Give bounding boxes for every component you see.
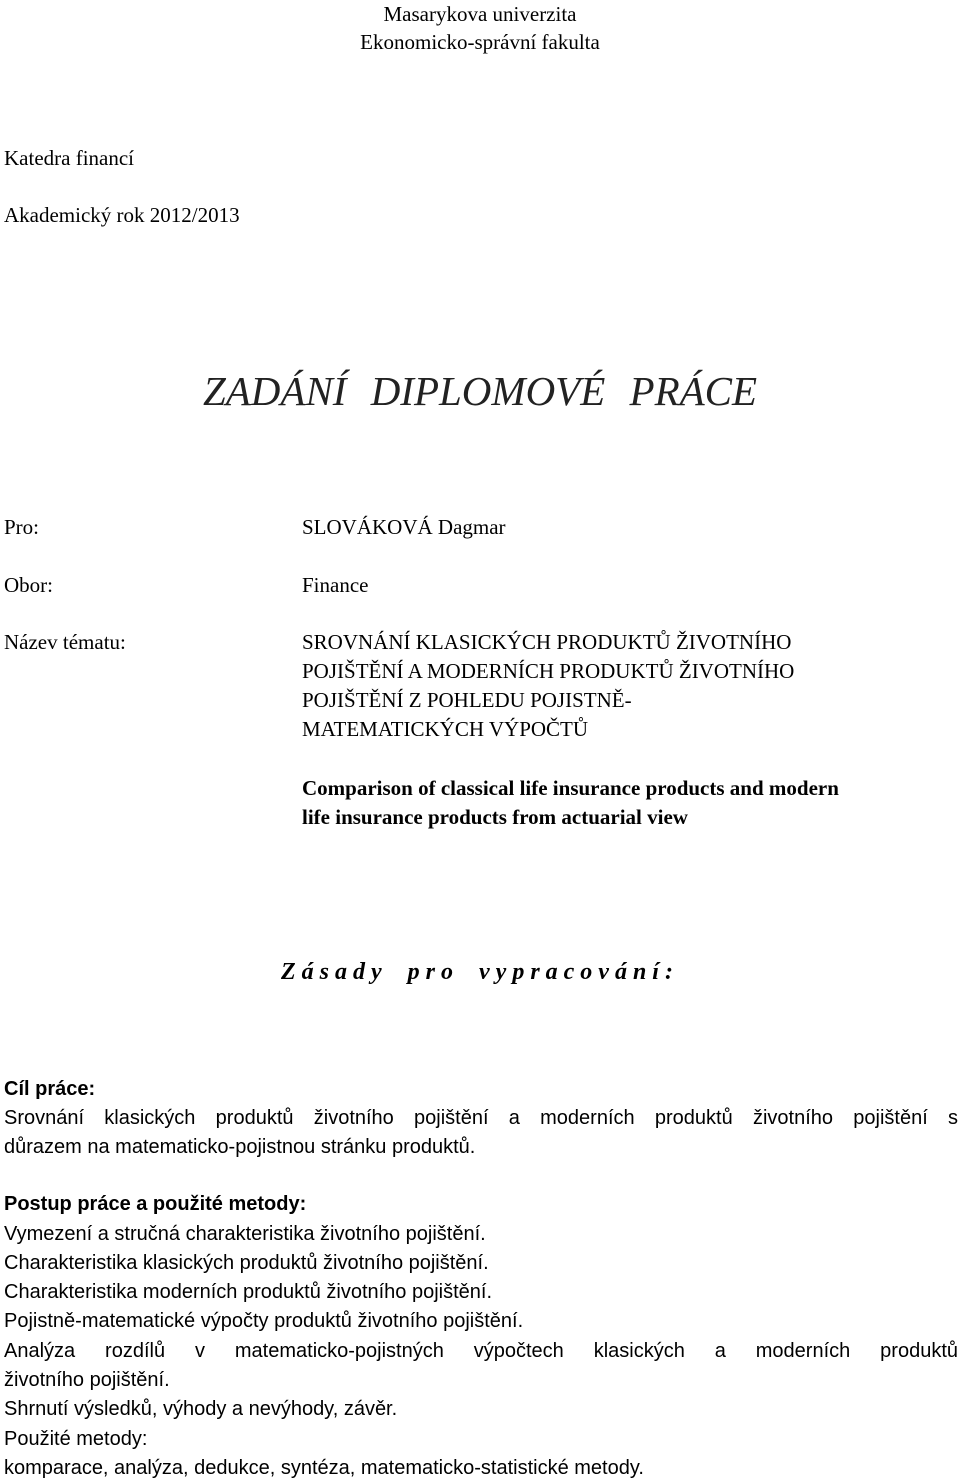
topic-english-line: life insurance products from actuarial view: [302, 805, 688, 829]
procedure-line: Analýza rozdílů v matematicko-pojistných výpočtech klasických a moderních produktů: [4, 1340, 958, 1362]
procedure-line: životního pojištění.: [4, 1369, 170, 1391]
obor-value: Finance: [302, 573, 369, 597]
topic-line: MATEMATICKÝCH VÝPOČTŮ: [302, 717, 589, 741]
procedure-line: Charakteristika klasických produktů životního pojištění.: [4, 1252, 489, 1274]
faculty-name: Ekonomicko-správní fakulta: [360, 30, 600, 54]
topic-line: POJIŠTĚNÍ A MODERNÍCH PRODUKTŮ ŽIVOTNÍHO: [302, 659, 795, 683]
topic-line: SROVNÁNÍ KLASICKÝCH PRODUKTŮ ŽIVOTNÍHO: [302, 630, 792, 654]
procedure-line: Pojistně-matematické výpočty produktů životního pojištění.: [4, 1310, 524, 1332]
methods-value: komparace, analýza, dedukce, syntéza, matematicko-statistické metody.: [4, 1457, 644, 1479]
department-name: Katedra financí: [4, 146, 135, 170]
methods-label: Použité metody:: [4, 1428, 148, 1450]
topic-english-line: Comparison of classical life insurance products and modern: [302, 776, 839, 800]
procedure-line: Charakteristika moderních produktů životního pojištění.: [4, 1281, 493, 1303]
pro-label: Pro:: [4, 515, 40, 539]
document-title: ZADÁNÍ DIPLOMOVÉ PRÁCE: [202, 368, 758, 414]
procedure-heading: Postup práce a použité metody:: [4, 1193, 307, 1215]
topic-line: POJIŠTĚNÍ Z POHLEDU POJISTNĚ-: [302, 688, 632, 712]
goal-heading: Cíl práce:: [4, 1078, 96, 1100]
university-name: Masarykova univerzita: [383, 2, 577, 26]
procedure-line: Vymezení a stručná charakteristika životního pojištění.: [4, 1223, 486, 1245]
goal-line: Srovnání klasických produktů životního pojištění a moderních produktů životního pojištění s: [4, 1107, 958, 1129]
pro-value: SLOVÁKOVÁ Dagmar: [302, 515, 506, 539]
procedure-line: Shrnutí výsledků, výhody a nevýhody, závěr.: [4, 1398, 398, 1420]
topic-label: Název tématu:: [4, 630, 126, 654]
academic-year: Akademický rok 2012/2013: [4, 203, 240, 227]
obor-label: Obor:: [4, 573, 53, 597]
guidelines-heading: Zásady pro vypracování:: [281, 959, 679, 985]
goal-line: důrazem na matematicko-pojistnou stránku produktů.: [4, 1136, 476, 1158]
